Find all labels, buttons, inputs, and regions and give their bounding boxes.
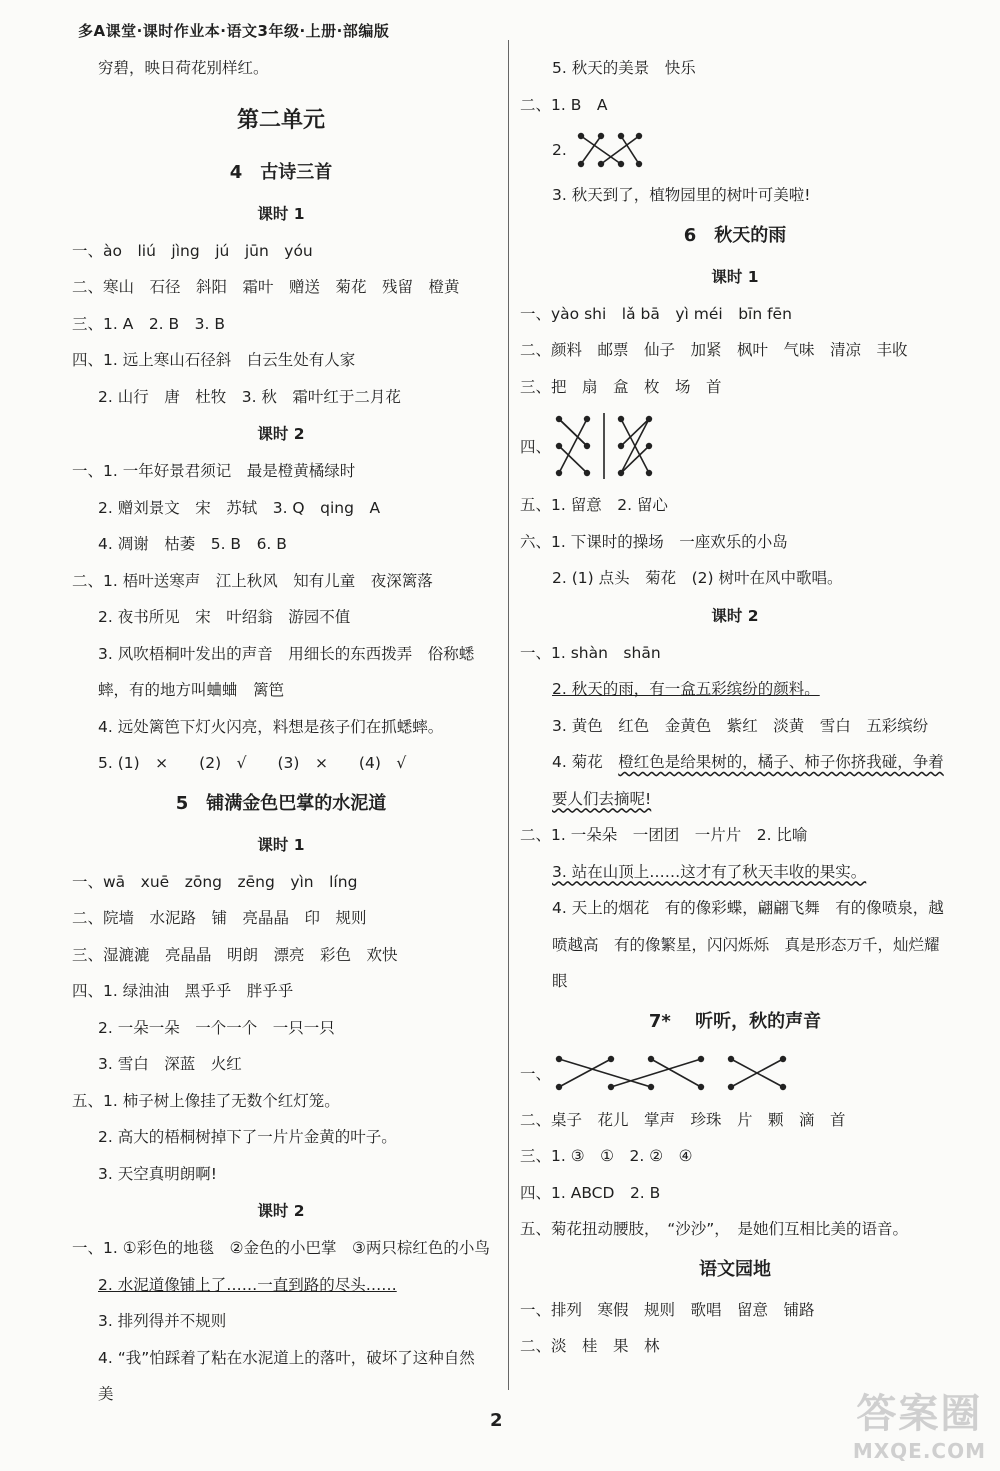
page-number: 2	[490, 1410, 503, 1431]
answer-line: 五、1. 留意 2. 留心	[520, 496, 668, 514]
answer-line: 4. “我”怕踩着了粘在水泥道上的落叶，破坏了这种自然美	[98, 1348, 475, 1403]
underlined-text: 2. 水泥道像铺上了……一直到路的尽头……	[98, 1275, 397, 1294]
matching-row	[520, 405, 950, 487]
item-label: 2.	[552, 141, 567, 159]
answer-line: 二、1. 梧叶送寒声 江上秋风 知有儿童 夜深篱落	[72, 571, 433, 590]
answer-line-wavy	[520, 744, 950, 817]
answer-prefix: 4. 菊花	[552, 753, 619, 771]
yuwen-garden-title: 语文园地	[699, 1258, 771, 1280]
item-label: 一、	[520, 1064, 552, 1083]
answer-line: 2. 赠刘景文 宋 苏轼 3. Q qing A	[98, 498, 381, 517]
matching-row	[520, 1044, 950, 1102]
left-column	[72, 50, 490, 1413]
answer-line: 一、yào shi lǎ bā yì méi bīn fēn	[520, 304, 792, 323]
answer-line: 二、1. 一朵朵 一团团 一片片 2. 比喻	[520, 826, 808, 844]
lesson-4-session-1-title: 课时 1	[257, 204, 305, 223]
wavy-underlined-text: 橙红色是给果树的，橘子、柿子你挤我碰，争着要人们去摘呢!	[552, 753, 944, 808]
answer-line: 五、菊花扭动腰肢， “沙沙”， 是她们互相比美的语音。	[520, 1220, 909, 1238]
lesson-4-title: 4 古诗三首	[229, 161, 333, 183]
answer-line: 穷碧，映日荷花别样红。	[98, 59, 269, 77]
answer-line: 二、院墙 水泥路 铺 亮晶晶 印 规则	[72, 909, 367, 927]
watermark-logo	[853, 1382, 986, 1463]
answer-line-underlined	[72, 1267, 490, 1304]
lesson-6-title: 6 秋天的雨	[683, 224, 787, 246]
answer-line: 2. 夜书所见 宋 叶绍翁 游园不值	[98, 608, 351, 626]
answer-line: 四、1. ABCD 2. B	[520, 1183, 661, 1202]
answer-line: 2. 高大的梧桐树掉下了一片片金黄的叶子。	[98, 1128, 397, 1146]
answer-line: 一、1. shàn shān	[520, 643, 661, 662]
answer-line: 二、淡 桂 果 林	[520, 1337, 660, 1355]
answer-line-wavy	[520, 854, 950, 891]
answer-line: 3. 雪白 深蓝 火红	[98, 1055, 242, 1073]
matching-lines-icon	[551, 1051, 791, 1095]
column-divider	[508, 40, 509, 1390]
answer-line: 3. 天空真明朗啊!	[98, 1164, 217, 1183]
unit-title: 第二单元	[236, 107, 325, 133]
answer-line: 一、wā xuē zōng zēng yìn líng	[72, 872, 358, 891]
answer-line: 5. 秋天的美景 快乐	[552, 59, 696, 77]
answer-line: 三、湿漉漉 亮晶晶 明朗 漂亮 彩色 欢快	[72, 945, 398, 964]
lesson-6-session-1-title: 课时 1	[711, 267, 759, 286]
answer-line: 4. 远处篱笆下灯火闪亮，料想是孩子们在抓蟋蟀。	[98, 717, 444, 736]
watermark-text: 答案圈	[856, 1391, 983, 1437]
lesson-5-title: 5 铺满金色巴掌的水泥道	[175, 792, 387, 814]
answer-line: 六、1. 下课时的操场 一座欢乐的小岛	[520, 532, 788, 551]
matching-lines-icon	[575, 128, 645, 172]
answer-line: 4. 天上的烟花 有的像彩蝶，翩翩飞舞 有的像喷泉，越喷越高 有的像繁星，闪闪烁烁 真是形态万千，灿烂耀眼	[552, 899, 944, 990]
lesson-5-session-1-title: 课时 1	[257, 835, 305, 854]
wavy-underlined-text: 3. 站在山顶上……这才有了秋天丰收的果实。	[552, 862, 867, 881]
answer-line: 三、把 扇 盒 枚 场 首	[520, 377, 722, 396]
right-column	[520, 50, 950, 1365]
lesson-6-session-2-title: 课时 2	[711, 606, 759, 625]
answer-line: 四、1. 绿油油 黑乎乎 胖乎乎	[72, 982, 294, 1000]
lesson-4-session-2-title: 课时 2	[257, 425, 305, 443]
answer-line: 五、1. 柿子树上像挂了无数个红灯笼。	[72, 1091, 340, 1110]
answer-line: 4. 凋谢 枯萎 5. B 6. B	[98, 535, 287, 553]
page-header: 多A课堂·课时作业本·语文3年级·上册·部编版	[78, 22, 390, 40]
item-label: 四、	[520, 438, 552, 456]
answer-line: 二、颜料 邮票 仙子 加紧 枫叶 气味 清凉 丰收	[520, 341, 908, 359]
underlined-text: 2. 秋天的雨，有一盒五彩缤纷的颜料。	[552, 680, 820, 698]
lesson-5-session-2-title: 课时 2	[257, 1202, 305, 1220]
answer-line: 2. (1) 点头 菊花 (2) 树叶在风中歌唱。	[552, 569, 843, 587]
answer-line: 2. 一朵一朵 一个一个 一只一只	[98, 1018, 335, 1037]
answer-line: 三、1. ③ ① 2. ② ④	[520, 1147, 693, 1165]
answer-line: 二、1. B A	[520, 95, 608, 114]
answer-line: 2. 山行 唐 杜牧 3. 秋 霜叶红于二月花	[98, 387, 401, 406]
answer-line: 二、寒山 石径 斜阳 霜叶 赠送 菊花 残留 橙黄	[72, 278, 460, 296]
answer-line: 四、1. 远上寒山石径斜 白云生处有人家	[72, 351, 356, 369]
answer-line: 5. (1) × (2) √ (3) × (4) √	[98, 754, 407, 772]
watermark-url: MXQE.COM	[852, 1439, 986, 1463]
matching-row	[520, 123, 950, 177]
answer-line: 3. 秋天到了，植物园里的树叶可美啦!	[552, 186, 811, 204]
answer-line: 3. 黄色 红色 金黄色 紫红 淡黄 雪白 五彩缤纷	[552, 716, 929, 735]
answer-line: 3. 排列得并不规则	[98, 1312, 227, 1330]
answer-line: 3. 风吹梧桐叶发出的声音 用细长的东西拨弄 俗称蟋蟀，有的地方叫蛐蛐 篱笆	[98, 644, 475, 699]
answer-line: 一、排列 寒假 规则 歌唱 留意 铺路	[520, 1300, 815, 1319]
answer-line-underlined	[520, 671, 950, 708]
answer-line: 一、1. 一年好景君须记 最是橙黄橘绿时	[72, 462, 356, 480]
lesson-7-title: 7* 听听，秋的声音	[648, 1010, 822, 1032]
answer-line: 三、1. A 2. B 3. B	[72, 314, 226, 333]
answer-line: 一、ào liú jìng jú jūn yóu	[72, 241, 313, 260]
answer-line: 二、桌子 花儿 掌声 珍珠 片 颗 滴 首	[520, 1110, 846, 1129]
answer-line: 一、1. ①彩色的地毯 ②金色的小巴掌 ③两只棕红色的小鸟	[72, 1239, 490, 1257]
matching-lines-icon	[551, 413, 661, 479]
